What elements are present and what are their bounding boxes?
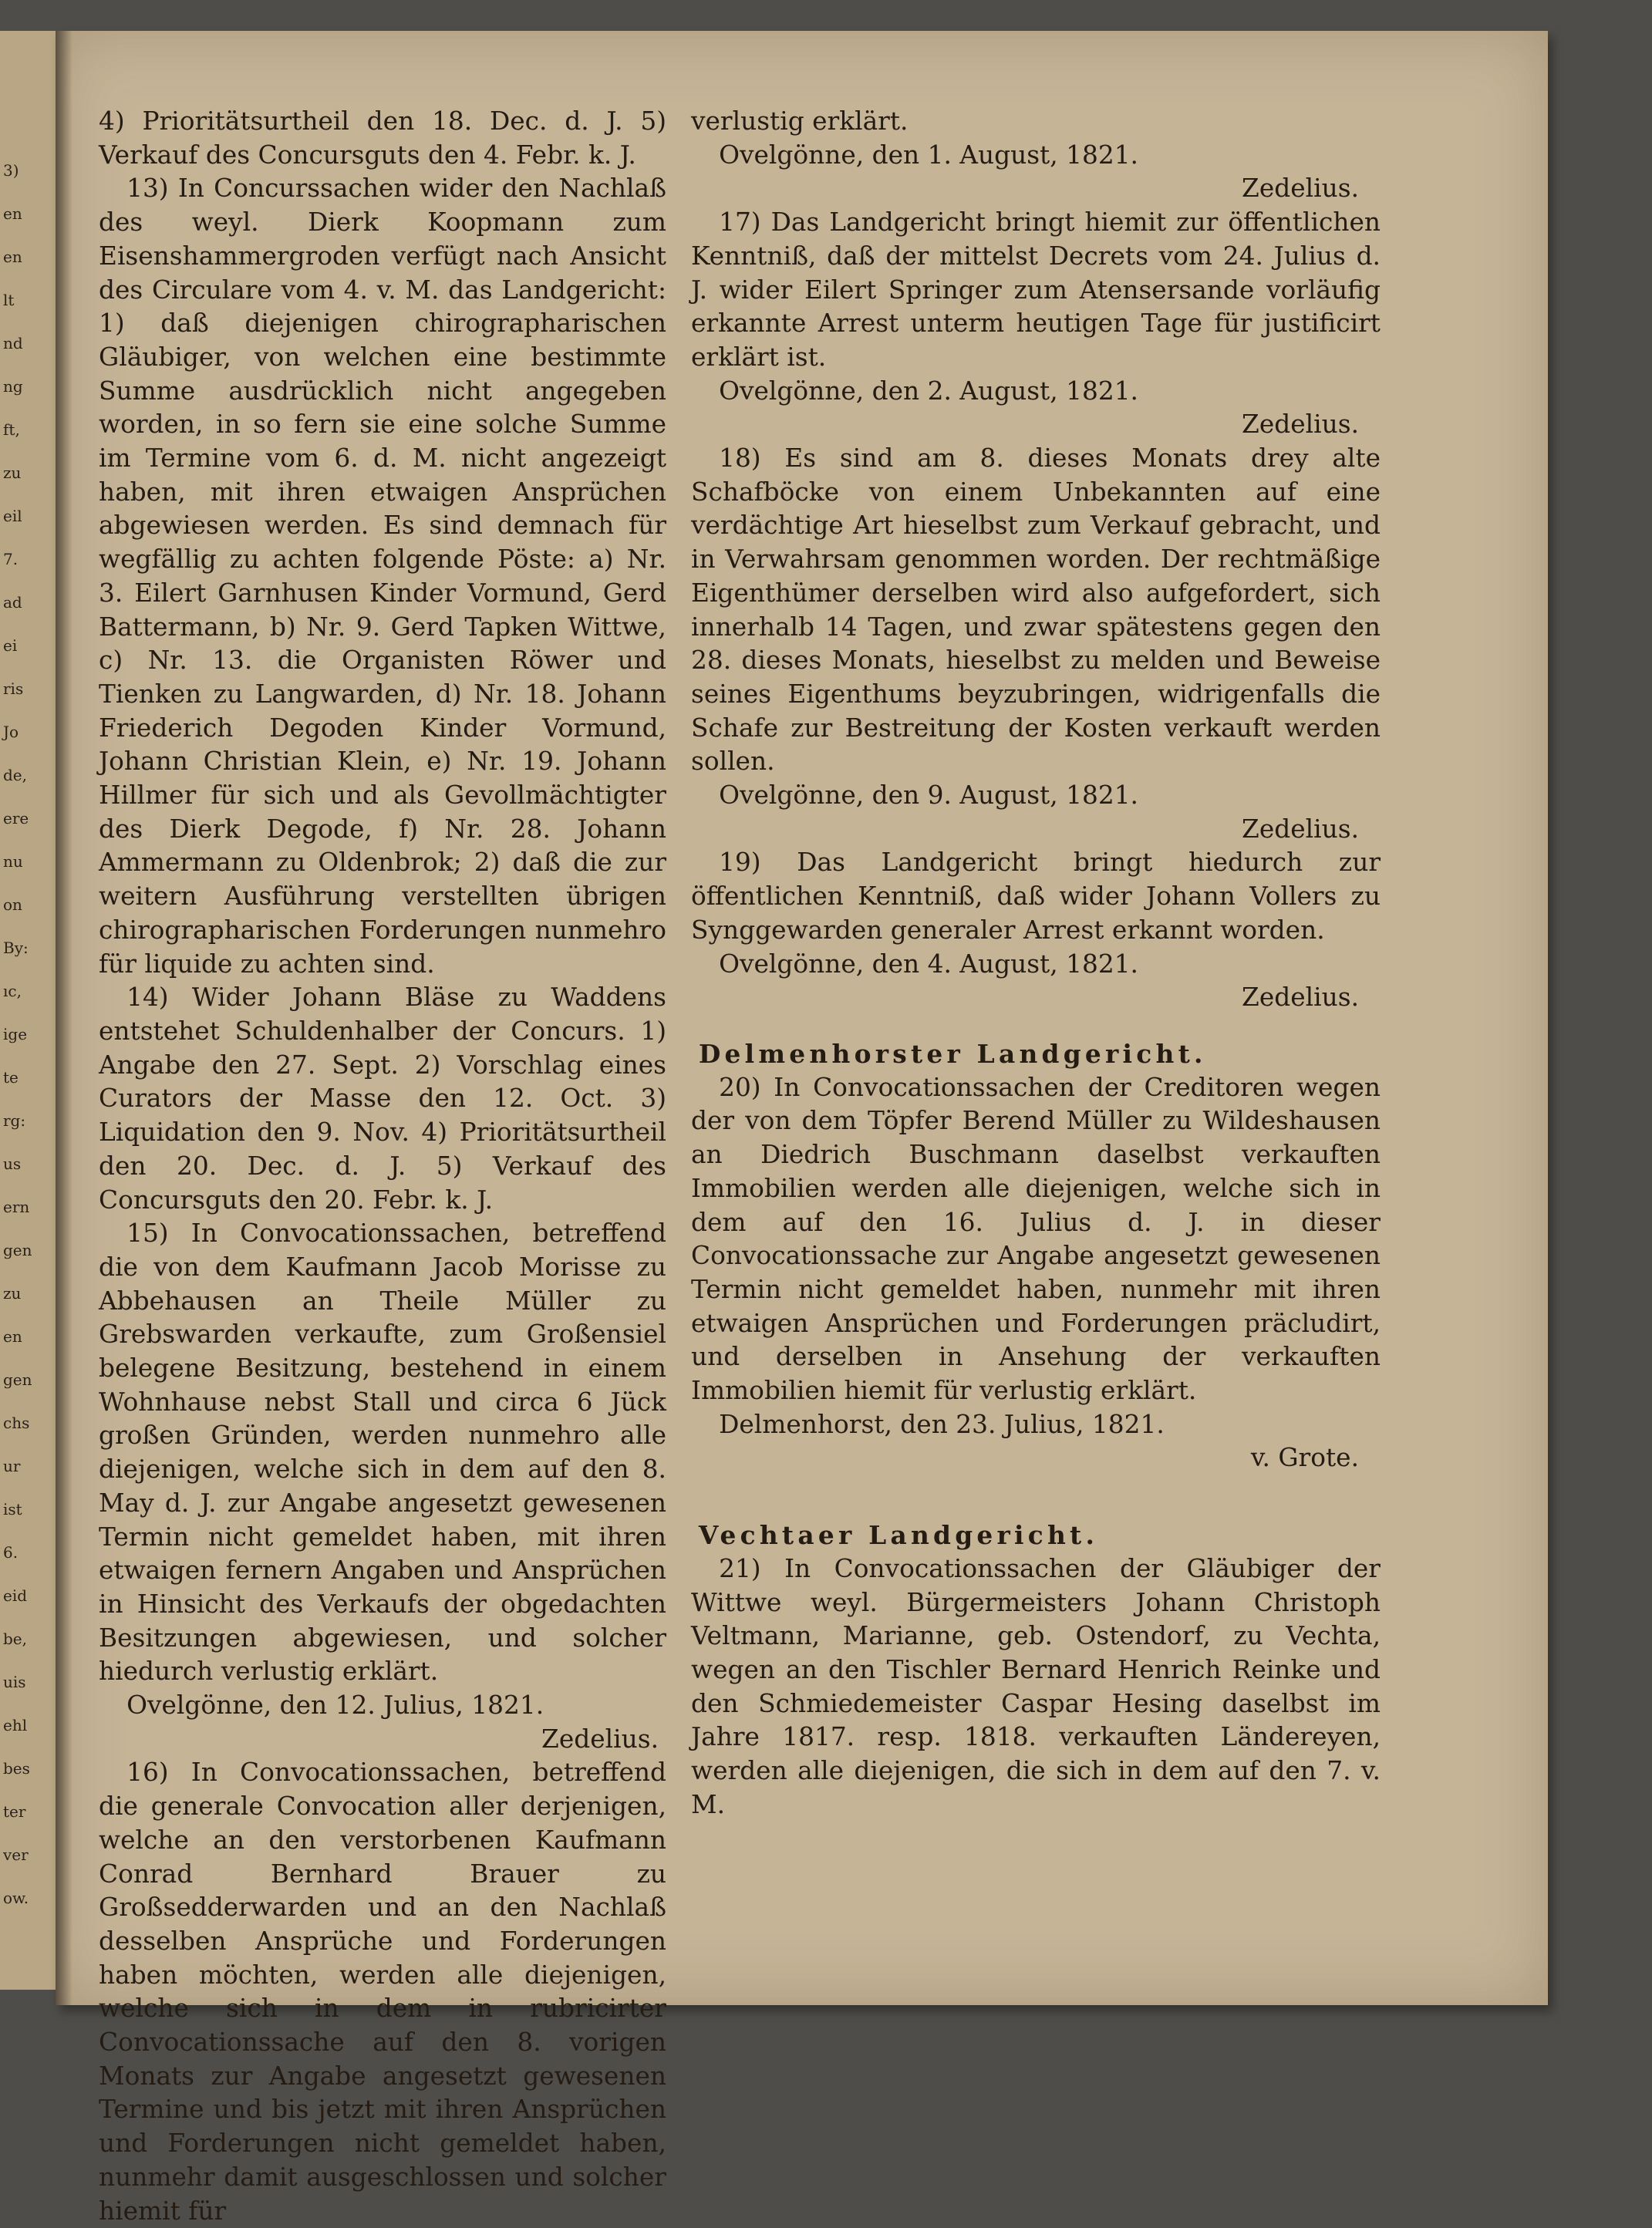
notice-20: 20) In Convocationssachen der Creditoren wegen der von dem Töpfer Berend Müller zu Wildeshausen an Diedrich Buschmann daselbst verkauften Immobilien werden alle diejenigen, welche sich in dem auf den 16. Julius d. J. in dieser Convocationssache zur Angabe angesetzt gewesenen Termin nicht gemeldet haben, nunmehr mit ihren etwaigen Ansprüchen und Forderungen präcludirt, und derselben in Ansehung der verkauften Immobilien hiemit für verlustig erklärt. bbox=[691, 1072, 1381, 1406]
section-spacer bbox=[691, 1015, 1381, 1037]
notice-13: 13) In Concurssachen wider den Nachlaß des weyl. Dierk Koopmann zum Eisenshammergroden verfügt nach Ansicht des Circulare vom 4. v. M. das Landgericht: 1) daß diejenigen chirographarischen Gläubiger, von welchen eine bestimmte Summe ausdrücklich nicht angegeben worden, in so fern sie eine solche Summe im Termine vom 6. d. M. nicht angezeigt haben, mit ihren etwaigen Ansprüchen abgewiesen werden. Es sind demnach für wegfällig zu achten folgende Pöste: a) Nr. 3. Eilert Garnhusen Kinder Vormund, Gerd Battermann, b) Nr. 9. Gerd Tapken Wittwe, c) Nr. 13. die Organisten Röwer und Tienken zu Langwarden, d) Nr. 18. Johann Friederich Degoden Kinder Vormund, Johann Christian Klein, e) Nr. 19. Johann Hillmer für sich und als Gevollmächtigter des Dierk Degode, f) Nr. 28. Johann Ammermann zu Oldenbrok; 2) daß die zur weitern Ausführung verstellten übrigen chirographarischen Forderungen nunmehro für liquide zu achten sind. bbox=[99, 174, 666, 979]
margin-fragment: de, bbox=[3, 766, 27, 784]
section-heading-vechta: Vechtaer Landgericht. bbox=[698, 1520, 1099, 1551]
right-continued-text: verlustig erklärt. bbox=[691, 106, 909, 136]
margin-fragment: 6. bbox=[3, 1543, 19, 1562]
section-spacer bbox=[691, 1475, 1381, 1518]
margin-fragment: ehl bbox=[3, 1716, 28, 1734]
notice-19-signature: Zedelius. bbox=[1242, 983, 1359, 1013]
notice-20-place-date: Delmenhorst, den 23. Julius, 1821. bbox=[719, 1409, 1165, 1439]
margin-fragment: lt bbox=[3, 291, 15, 309]
section-heading-delmenhorst: Delmenhorster Landgericht. bbox=[698, 1038, 1207, 1069]
margin-fragment: By: bbox=[3, 939, 29, 957]
margin-fragment: Jo bbox=[3, 723, 19, 741]
margin-fragment: 3) bbox=[3, 161, 19, 180]
notice-18-signature: Zedelius. bbox=[1242, 814, 1359, 844]
margin-fragment: en bbox=[3, 1327, 22, 1346]
margin-fragment: be, bbox=[3, 1630, 27, 1648]
margin-fragment: nd bbox=[3, 334, 23, 352]
margin-fragment: ris bbox=[3, 679, 24, 698]
notice-14: 14) Wider Johann Bläse zu Waddens entstehet Schuldenhalber der Concurs. 1) Angabe den 27. Sept. 2) Vorschlag eines Curators der Masse den 12. Oct. 3) Liquidation den 9. Nov. 4) Prioritätsurtheil den 20. Dec. d. J. 5) Verkauf des Concursguts den 20. Febr. k. J. bbox=[99, 983, 666, 1215]
notice-19: 19) Das Landgericht bringt hiedurch zur öffentlichen Kenntniß, daß wider Johann Vollers zu Synggewarden generaler Arrest erkannt worden. bbox=[691, 848, 1381, 945]
margin-fragment: ft, bbox=[3, 420, 20, 439]
margin-fragment: ng bbox=[3, 377, 23, 396]
margin-fragment: zu bbox=[3, 463, 22, 482]
margin-fragment: 7. bbox=[3, 550, 19, 568]
margin-fragment: ere bbox=[3, 809, 29, 827]
margin-fragment: gen bbox=[3, 1370, 32, 1389]
margin-fragment: ow. bbox=[3, 1889, 29, 1907]
margin-fragment: ad bbox=[3, 593, 22, 612]
margin-fragment: us bbox=[3, 1154, 22, 1173]
margin-fragment: gen bbox=[3, 1241, 32, 1259]
margin-fragment: ige bbox=[3, 1025, 28, 1043]
margin-fragment: ter bbox=[3, 1802, 26, 1821]
notice-18-place-date: Ovelgönne, den 9. August, 1821. bbox=[719, 780, 1138, 811]
margin-fragment: zu bbox=[3, 1284, 22, 1303]
notice-15: 15) In Convocationssachen, betreffend die von dem Kaufmann Jacob Morisse zu Abbehausen an Theile Müller zu Grebswarden verkaufte, zum Großensiel belegene Besitzung, bestehend in einem Wohnhause nebst Stall und circa 6 Jück großen Gründen, werden nunmehro alle diejenigen, welche sich in dem auf den 8. May d. J. zur Angabe angesetzt gewesenen Termin nicht gemeldet haben, mit ihren etwaigen fernern Angaben und Ansprüchen in Hinsicht des Verkaufs der obgedachten Besitzungen abgewiesen, und solcher hiedurch verlustig erklärt. bbox=[99, 1218, 666, 1687]
page-gutter-shadow bbox=[56, 31, 72, 2005]
notice-15-signature: Zedelius. bbox=[541, 1724, 659, 1754]
notice-18: 18) Es sind am 8. dieses Monats drey alte Schafböcke von einem Unbekannten auf eine verdächtige Art hieselbst zum Verkauf gebracht, und in Verwahrsam genommen worden. Der rechtmäßige Eigenthümer derselben wird also aufgefordert, sich innerhalb 14 Tagen, und zwar spätestens gegen den 28. dieses Monats, hieselbst zu melden und Beweise seines Eigenthums beyzubringen, widrigenfalls die Schafe zur Bestreitung der Kosten verkauft werden sollen. bbox=[691, 443, 1381, 777]
margin-fragment: nu bbox=[3, 852, 23, 871]
notice-19-place-date: Ovelgönne, den 4. August, 1821. bbox=[719, 949, 1138, 979]
margin-fragment: ver bbox=[3, 1845, 29, 1864]
margin-fragment: chs bbox=[3, 1414, 30, 1432]
notice-17-place-date: Ovelgönne, den 2. August, 1821. bbox=[719, 376, 1138, 406]
margin-fragment: en bbox=[3, 204, 22, 223]
margin-fragment: eid bbox=[3, 1586, 28, 1605]
margin-fragment: te bbox=[3, 1068, 19, 1087]
left-column bbox=[99, 105, 666, 2228]
margin-fragment: uis bbox=[3, 1673, 26, 1691]
notice-17-signature: Zedelius. bbox=[1242, 410, 1359, 440]
notice-16-place-date: Ovelgönne, den 1. August, 1821. bbox=[719, 140, 1138, 170]
margin-fragment: ei bbox=[3, 636, 18, 655]
notice-15-place-date: Ovelgönne, den 12. Julius, 1821. bbox=[126, 1690, 544, 1721]
margin-fragment: eil bbox=[3, 507, 22, 525]
margin-fragment: ıc, bbox=[3, 982, 22, 1000]
margin-fragment: ern bbox=[3, 1198, 30, 1216]
left-continued-text: 4) Prioritätsurtheil den 18. Dec. d. J. 5) Verkauf des Concursguts den 4. Febr. k. J. bbox=[99, 106, 666, 170]
notice-16: 16) In Convocationssachen, betreffend die generale Convocation aller derjenigen, welche an den verstorbenen Kaufmann Conrad Bernhard Brauer zu Großsedderwarden und an den Nachlaß desselben Ansprüche und Forderungen haben möchten, werden alle diejenigen, welche sich in dem in rubricirter Convocationssache auf den 8. vorigen Monats zur Angabe angesetzt gewesenen Termine und bis jetzt mit ihren Ansprüchen und Forderungen nicht gemeldet haben, nunmehr damit ausgeschlossen und solcher hiemit für bbox=[99, 1758, 666, 2226]
notice-16-signature: Zedelius. bbox=[1242, 174, 1359, 204]
margin-fragment: en bbox=[3, 248, 22, 266]
right-column bbox=[691, 105, 1381, 1822]
notice-20-signature: v. Grote. bbox=[1250, 1443, 1359, 1473]
margin-fragment: rg: bbox=[3, 1111, 26, 1130]
margin-fragment: on bbox=[3, 895, 22, 914]
margin-fragment: ur bbox=[3, 1457, 21, 1475]
notice-21: 21) In Convocationssachen der Gläubiger der Wittwe weyl. Bürgermeisters Johann Christoph Veltmann, Marianne, geb. Ostendorf, zu Vechta, wegen an den Tischler Bernard Henrich Reinke und den Schmiedemeister Caspar Hesing daselbst im Jahre 1817. resp. 1818. verkauften Ländereyen, werden alle diejenigen, die sich in dem auf den 7. v. M. bbox=[691, 1553, 1381, 1819]
notice-17: 17) Das Landgericht bringt hiemit zur öffentlichen Kenntniß, daß der mittelst Decrets vom 24. Julius d. J. wider Eilert Springer zum Atensersande vorläufig erkannte Arrest unterm heutigen Tage für justificirt erklärt ist. bbox=[691, 207, 1381, 372]
margin-fragment: bes bbox=[3, 1759, 30, 1778]
margin-fragment: ist bbox=[3, 1500, 22, 1518]
